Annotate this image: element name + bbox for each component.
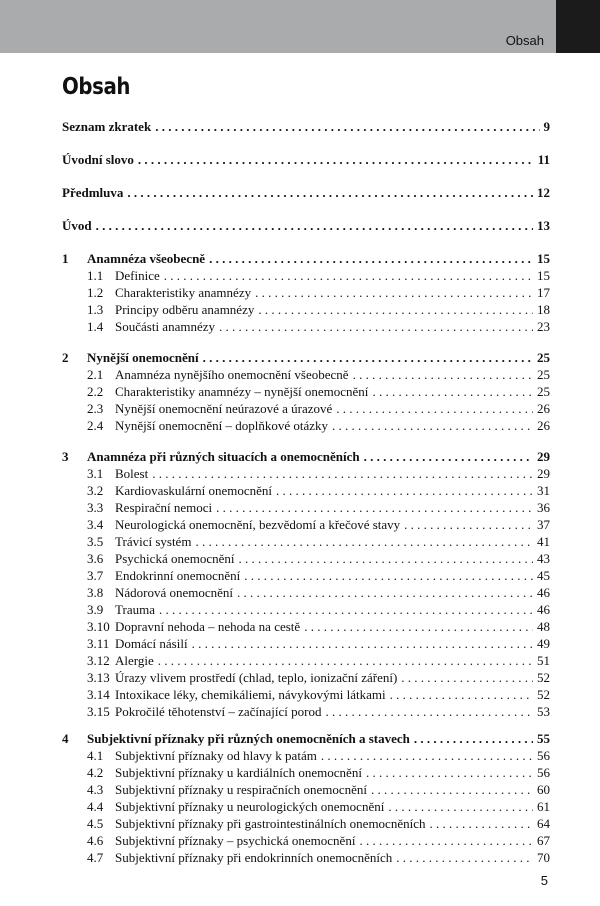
toc-entry-title: Anamnéza všeobecně	[87, 251, 206, 266]
toc-entry-page: 56	[537, 765, 550, 780]
dot-leader	[239, 550, 534, 567]
dot-leader	[255, 284, 533, 301]
toc-entry-title: Neurologická onemocnění, bezvědomí a křečové stavy	[115, 517, 401, 532]
toc-entry-number: 4.1	[87, 748, 104, 763]
toc-entry-number: 2.3	[87, 401, 104, 416]
toc-entry-title: Nádorová onemocnění	[115, 585, 234, 600]
toc-entry-page: 31	[537, 483, 550, 498]
toc-entry-page: 26	[537, 401, 550, 416]
running-header-label: Obsah	[505, 33, 544, 48]
dot-leader	[159, 601, 533, 618]
toc-entry-title: Nynější onemocnění neúrazové a úrazové	[115, 401, 333, 416]
dot-leader	[164, 267, 533, 284]
toc-entry-page: 48	[537, 619, 550, 634]
toc-entry-title: Subjektivní příznaky – psychická onemocnění	[115, 833, 356, 848]
toc-entry-title: Seznam zkratek	[62, 119, 152, 134]
toc-entry-number: 3.11	[87, 636, 110, 651]
toc-section-entry	[62, 301, 550, 318]
toc-entry-title: Nynější onemocnění – doplňkové otázky	[115, 418, 329, 433]
toc-entry-page: 46	[537, 585, 550, 600]
toc-entry-title: Subjektivní příznaky při různých onemocněních a stavech	[87, 731, 410, 746]
toc-entry-page: 52	[537, 670, 550, 685]
toc-entry-number: 2	[62, 350, 69, 365]
dot-leader	[258, 301, 533, 318]
toc-entry-page: 51	[537, 653, 550, 668]
dot-leader	[414, 730, 533, 747]
page-number: 5	[540, 873, 548, 888]
dot-leader	[388, 798, 533, 815]
toc-chapter-entry	[62, 448, 550, 465]
toc-entry-title: Předmluva	[62, 185, 124, 200]
toc-entry-title: Charakteristiky anamnézy	[115, 285, 252, 300]
toc-entry-page: 49	[537, 636, 550, 651]
dot-leader	[152, 465, 533, 482]
toc-entry-page: 29	[537, 466, 550, 481]
toc-entry-title: Bolest	[115, 466, 149, 481]
toc-entry-number: 4.3	[87, 782, 104, 797]
toc-entry-number: 3.14	[87, 687, 110, 702]
dot-leader	[304, 618, 533, 635]
dot-leader	[353, 366, 533, 383]
toc-entry-number: 4	[62, 731, 69, 746]
toc-entry-page: 41	[537, 534, 550, 549]
dot-leader	[209, 250, 533, 267]
toc-section-entry	[62, 383, 550, 400]
toc-entry-number: 4.5	[87, 816, 104, 831]
dot-leader	[127, 184, 533, 201]
toc-entry-number: 3.4	[87, 517, 104, 532]
toc-section-entry	[62, 703, 550, 720]
toc-entry-page: 45	[537, 568, 550, 583]
toc-entry-number: 3.1	[87, 466, 104, 481]
toc-entry-page: 29	[537, 449, 550, 464]
dot-leader	[326, 703, 534, 720]
toc-entry-page: 67	[537, 833, 550, 848]
dot-leader	[372, 383, 533, 400]
toc-section-entry	[62, 267, 550, 284]
toc-section-entry	[62, 815, 550, 832]
toc-entry-title: Subjektivní příznaky u neurologických onemocnění	[115, 799, 385, 814]
toc-entry-page: 64	[537, 816, 550, 831]
dot-leader	[216, 499, 533, 516]
dot-leader	[359, 832, 533, 849]
toc-section-entry	[62, 686, 550, 703]
toc-entry-title: Subjektivní příznaky u respiračních onemocnění	[115, 782, 367, 797]
toc-entry-title: Psychická onemocnění	[115, 551, 235, 566]
toc-entry-title: Alergie	[115, 653, 154, 668]
toc-entry-number: 1.2	[87, 285, 104, 300]
dot-leader	[244, 567, 533, 584]
toc-entry-title: Subjektivní příznaky při gastrointestinálních onemocněních	[115, 816, 426, 831]
toc-entry-title: Součásti anamnézy	[115, 319, 215, 334]
toc-entry-number: 1.1	[87, 268, 104, 283]
dot-leader	[390, 686, 533, 703]
toc-chapter-entry	[62, 184, 550, 201]
toc-entry-number: 4.6	[87, 833, 104, 848]
toc-entry-title: Domácí násilí	[115, 636, 188, 651]
toc-entry-title: Respirační nemoci	[115, 500, 213, 515]
toc-entry-title: Úvod	[62, 218, 92, 233]
toc-section-entry	[62, 550, 550, 567]
toc-chapter-entry	[62, 730, 550, 747]
dot-leader	[366, 764, 533, 781]
dot-leader	[276, 482, 533, 499]
dot-leader	[158, 652, 533, 669]
dot-leader	[371, 781, 533, 798]
toc-section-entry	[62, 516, 550, 533]
toc-section-entry	[62, 618, 550, 635]
toc-section-entry	[62, 533, 550, 550]
toc-entry-number: 3.13	[87, 670, 110, 685]
toc-entry-number: 3.2	[87, 483, 104, 498]
toc-entry-title: Endokrinní onemocnění	[115, 568, 241, 583]
toc-entry-title: Dopravní nehoda – nehoda na cestě	[115, 619, 301, 634]
toc-entry-page: 9	[543, 119, 550, 134]
toc-entry-page: 11	[537, 152, 550, 167]
toc-entry-page: 56	[537, 748, 550, 763]
toc-chapter-entry	[62, 118, 550, 135]
dot-leader	[321, 747, 533, 764]
dot-leader	[138, 151, 534, 168]
toc-entry-page: 15	[537, 251, 550, 266]
toc-entry-page: 53	[537, 704, 550, 719]
toc-entry-title: Kardiovaskulární onemocnění	[115, 483, 273, 498]
toc-entry-title: Subjektivní příznaky při endokrinních onemocněních	[115, 850, 393, 865]
toc-section-entry	[62, 832, 550, 849]
toc-entry-number: 3.7	[87, 568, 104, 583]
toc-entry-page: 43	[537, 551, 550, 566]
toc-entry-page: 60	[537, 782, 550, 797]
toc-entry-title: Charakteristiky anamnézy – nynější onemocnění	[115, 384, 369, 399]
dot-leader	[404, 516, 533, 533]
toc-entry-number: 1.3	[87, 302, 104, 317]
dot-leader	[332, 417, 533, 434]
toc-entry-page: 25	[537, 367, 550, 382]
toc-entry-page: 52	[537, 687, 550, 702]
toc-section-entry	[62, 798, 550, 815]
toc-entry-title: Subjektivní příznaky od hlavy k patám	[115, 748, 317, 763]
toc-chapter-entry	[62, 250, 550, 267]
toc-entry-page: 36	[537, 500, 550, 515]
toc-section-entry	[62, 400, 550, 417]
toc-entry-number: 3.15	[87, 704, 110, 719]
toc-entry-number: 2.1	[87, 367, 104, 382]
toc-entry-page: 70	[537, 850, 550, 865]
toc-entry-page: 25	[537, 350, 550, 365]
toc-section-entry	[62, 584, 550, 601]
dot-leader	[96, 217, 533, 234]
toc-entry-page: 61	[537, 799, 550, 814]
toc-entry-title: Definice	[115, 268, 160, 283]
toc-entry-title: Úrazy vlivem prostředí (chlad, teplo, ionizační záření)	[115, 670, 398, 685]
page-title: Obsah	[62, 74, 131, 100]
dot-leader	[429, 815, 533, 832]
toc-entry-page: 23	[537, 319, 550, 334]
toc-chapter-entry	[62, 217, 550, 234]
toc-section-entry	[62, 849, 550, 866]
toc-entry-title: Intoxikace léky, chemikáliemi, návykovými látkami	[115, 687, 386, 702]
dot-leader	[237, 584, 533, 601]
toc-entry-title: Principy odběru anamnézy	[115, 302, 255, 317]
header-band	[0, 0, 556, 53]
toc-section-entry	[62, 635, 550, 652]
toc-section-entry	[62, 284, 550, 301]
toc-entry-title: Trávicí systém	[115, 534, 192, 549]
dot-leader	[364, 448, 533, 465]
toc-entry-number: 3.6	[87, 551, 104, 566]
toc-entry-number: 3.12	[87, 653, 110, 668]
toc-section-entry	[62, 652, 550, 669]
toc-entry-page: 15	[537, 268, 550, 283]
toc-entry-page: 25	[537, 384, 550, 399]
header-thumb-tab	[556, 0, 600, 53]
dot-leader	[195, 533, 533, 550]
toc-entry-number: 1	[62, 251, 69, 266]
toc-chapter-entry	[62, 151, 550, 168]
toc-section-entry	[62, 601, 550, 618]
dot-leader	[336, 400, 533, 417]
toc-entry-number: 3.10	[87, 619, 110, 634]
toc-entry-page: 13	[537, 218, 550, 233]
toc-entry-number: 3.9	[87, 602, 104, 617]
toc-entry-number: 1.4	[87, 319, 104, 334]
toc-section-entry	[62, 567, 550, 584]
toc-entry-number: 2.2	[87, 384, 104, 399]
dot-leader	[219, 318, 533, 335]
toc-entry-title: Anamnéza nynějšího onemocnění všeobecně	[115, 367, 349, 382]
toc-entry-title: Úvodní slovo	[62, 152, 134, 167]
toc-section-entry	[62, 764, 550, 781]
dot-leader	[155, 118, 539, 135]
toc-entry-page: 55	[537, 731, 550, 746]
toc-section-entry	[62, 366, 550, 383]
toc-entry-page: 46	[537, 602, 550, 617]
toc-section-entry	[62, 669, 550, 686]
toc-section-entry	[62, 482, 550, 499]
toc-entry-title: Nynější onemocnění	[87, 350, 199, 365]
dot-leader	[192, 635, 533, 652]
toc-entry-number: 3.3	[87, 500, 104, 515]
toc-entry-number: 3.5	[87, 534, 104, 549]
toc-entry-page: 26	[537, 418, 550, 433]
toc-entry-number: 3	[62, 449, 69, 464]
toc-section-entry	[62, 781, 550, 798]
toc-entry-page: 17	[537, 285, 550, 300]
toc-entry-page: 12	[537, 185, 550, 200]
toc-section-entry	[62, 417, 550, 434]
toc-entry-number: 2.4	[87, 418, 104, 433]
toc-entry-title: Subjektivní příznaky u kardiálních onemocnění	[115, 765, 362, 780]
toc-entry-number: 4.7	[87, 850, 104, 865]
toc-section-entry	[62, 318, 550, 335]
toc-entry-number: 3.8	[87, 585, 104, 600]
dot-leader	[396, 849, 533, 866]
toc-entry-page: 18	[537, 302, 550, 317]
toc-entry-number: 4.4	[87, 799, 104, 814]
toc-section-entry	[62, 499, 550, 516]
toc-chapter-entry	[62, 349, 550, 366]
toc-entry-page: 37	[537, 517, 550, 532]
toc-entry-title: Pokročilé těhotenství – začínající porod	[115, 704, 322, 719]
toc-section-entry	[62, 747, 550, 764]
toc-section-entry	[62, 465, 550, 482]
toc-entry-title: Anamnéza při různých situacích a onemocněních	[87, 449, 360, 464]
toc-entry-title: Trauma	[115, 602, 155, 617]
dot-leader	[401, 669, 533, 686]
toc-entry-number: 4.2	[87, 765, 104, 780]
dot-leader	[203, 349, 533, 366]
